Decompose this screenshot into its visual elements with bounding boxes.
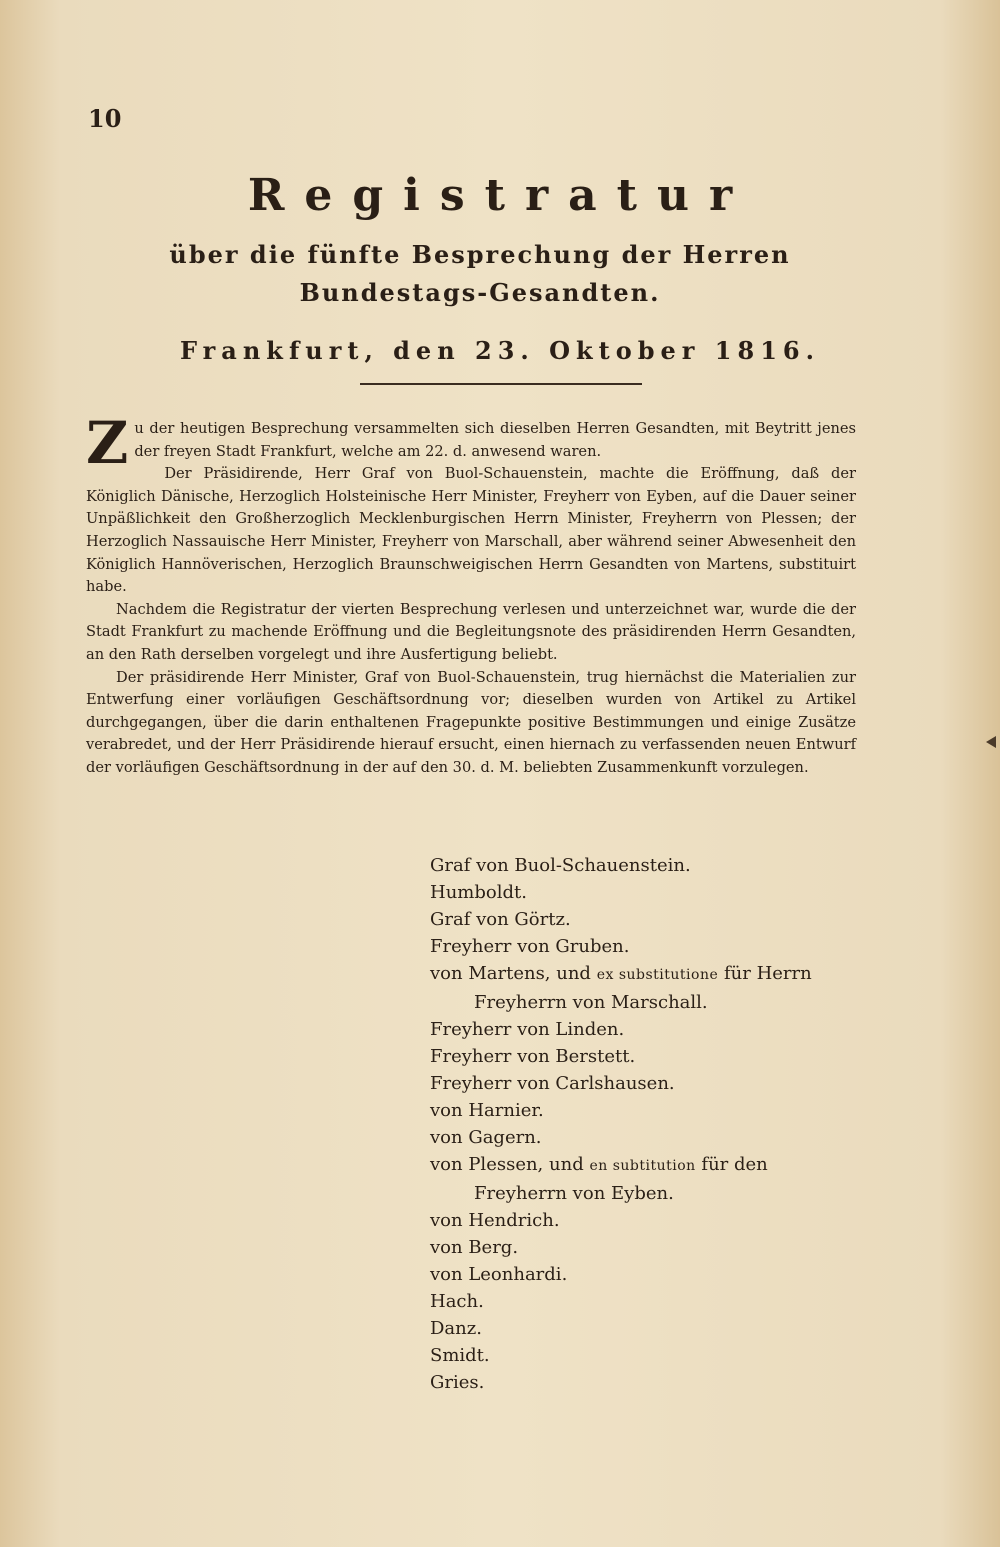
signature: Danz. xyxy=(430,1318,482,1339)
signature: von Leonhardi. xyxy=(430,1264,568,1285)
signature: Graf von Buol-Schauenstein. xyxy=(430,855,691,876)
signature: Graf von Görtz. xyxy=(430,909,571,930)
signature-list xyxy=(430,852,870,1396)
document-title: Registratur xyxy=(247,170,753,221)
drop-cap: Z xyxy=(86,409,129,477)
signature-name: von Martens, und xyxy=(430,963,591,984)
paragraph-3: Nachdem die Registratur der vierten Besprechung verlesen und unterzeichnet war, wurde die der Stadt Frankfurt zu machende Eröffnung und die Begleitungsnote des präsidirenden Herrn Gesandten, an den Rath derselben vorgelegt und ihre Ausfertigung beliebt. xyxy=(86,600,856,663)
paragraph-1-text: u der heutigen Besprechung versammelten sich dieselben Herren Gesandten, mit Beytritt jenes der freyen Stadt Frankfurt, welche am 22. d. anwesend waren. xyxy=(134,420,856,460)
signature: von Gagern. xyxy=(430,1127,542,1148)
signature-continuation: Freyherrn von Marschall. xyxy=(474,992,708,1013)
margin-mark-icon xyxy=(986,736,996,748)
latin-phrase: en subtitution xyxy=(589,1158,696,1174)
signature-suffix: für den xyxy=(701,1154,768,1175)
signature: Humboldt. xyxy=(430,882,527,903)
signature: von Hendrich. xyxy=(430,1210,560,1231)
signature: Smidt. xyxy=(430,1345,490,1366)
dateline: Frankfurt, den 23. Oktober 1816. xyxy=(180,336,820,365)
paragraph-2: Der Präsidirende, Herr Graf von Buol-Schauenstein, machte die Eröffnung, daß der Königlich Dänische, Herzoglich Holsteinische Herr Minister, Freyherr von Eyben, auf die Dauer seiner Unpäßlichkeit den Großherzoglich Mecklenburgischen Herrn Minister, Freyherrn von Plessen; der Herzoglich Nassauische Herr Minister, Freyherr von Marschall, aber während seiner Abwesenheit den Königlich Hannöverischen, Herzoglich Braunschweigischen Herrn Gesandten von Martens, substituirt habe. xyxy=(86,465,856,596)
document-subtitle: über die fünfte Besprechung der Herren Bundestags-Gesandten. xyxy=(169,240,791,307)
signature: von Berg. xyxy=(430,1237,519,1258)
signature-continuation: Freyherrn von Eyben. xyxy=(474,1183,674,1204)
signature-name: von Plessen, und xyxy=(430,1154,584,1175)
signature xyxy=(430,960,870,989)
paragraph-4: Der präsidirende Herr Minister, Graf von Buol-Schauenstein, trug hiernächst die Materialien zur Entwerfung einer vorläufigen Geschäftsordnung vor; dieselben wurden von Artikel zu Artikel durchgegangen, über die darin enthaltenen Fragepunkte positive Bestimmungen und einige Zusätze verabredet, und der Herr Präsidirende hierauf ersucht, einen hiernach zu verfassenden neuen Entwurf der vorläufigen Geschäftsordnung in der auf den 30. d. M. beliebten Zusammenkunft vorzulegen. xyxy=(86,668,856,776)
body-text xyxy=(86,409,856,780)
page-number: 10 xyxy=(88,104,122,133)
separator-rule xyxy=(360,383,642,385)
signature: Hach. xyxy=(430,1291,484,1312)
latin-phrase: ex substitutione xyxy=(596,967,719,983)
signature: Freyherr von Gruben. xyxy=(430,936,630,957)
signature xyxy=(430,1151,870,1180)
signature: von Harnier. xyxy=(430,1100,544,1121)
signature: Gries. xyxy=(430,1372,485,1393)
signature: Freyherr von Linden. xyxy=(430,1019,625,1040)
signature: Freyherr von Carlshausen. xyxy=(430,1073,675,1094)
signature: Freyherr von Berstett. xyxy=(430,1046,636,1067)
paragraph-1 xyxy=(86,409,856,477)
signature-suffix: für Herrn xyxy=(724,963,812,984)
